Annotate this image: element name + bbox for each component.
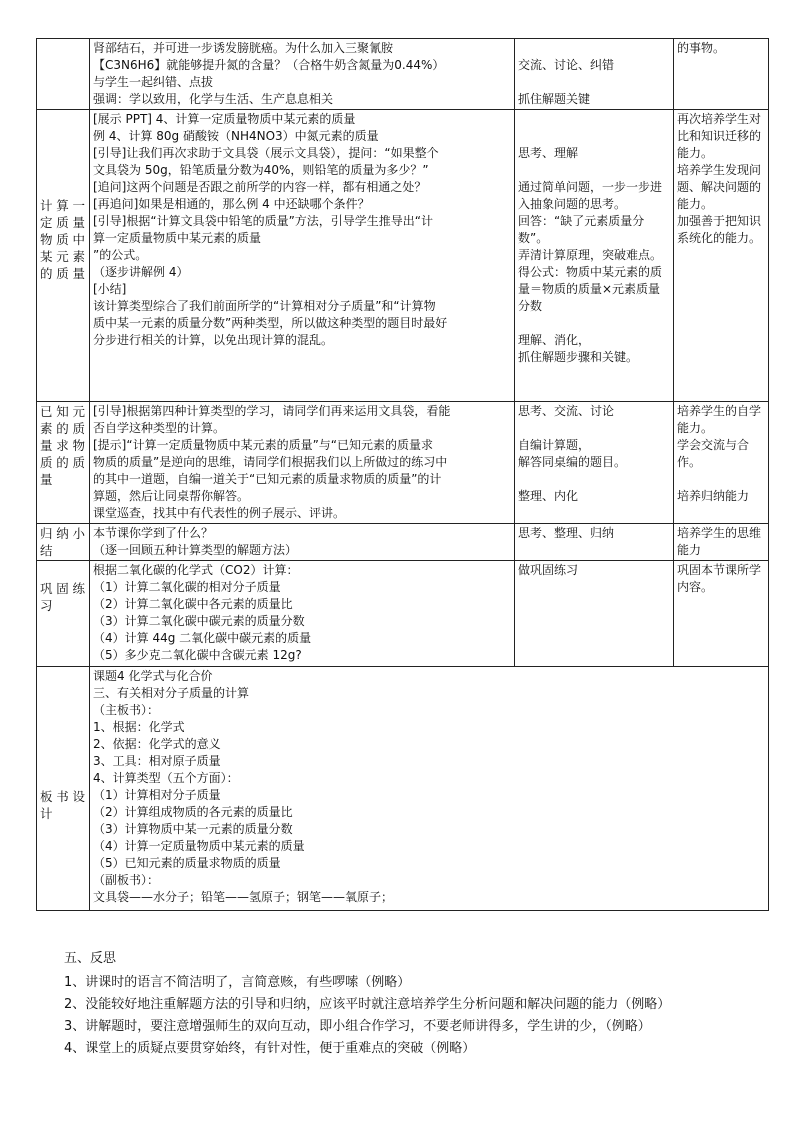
text-line: [提示]“计算一定质量物质中某元素的质量”与“已知元素的质量求	[93, 438, 434, 452]
design-purpose-cell	[674, 561, 769, 667]
category-label: 已知元素的质量求物质的质量	[40, 404, 86, 487]
text-line: 物质的质量”是逆向的思维，请同学们根据我们以上所做过的练习中	[93, 455, 448, 469]
text-line: 通过简单问题，一步一步进入抽象问题的思考。	[518, 180, 663, 211]
design-purpose-cell	[674, 39, 769, 110]
text-line: （3）计算物质中某一元素的质量分数	[93, 822, 293, 836]
text-line: 整理、内化	[518, 489, 579, 503]
text-line: 培养归纳能力	[677, 489, 750, 503]
text-line: 算题，然后让同桌帮你解答。	[93, 489, 250, 503]
text-line: （逐步讲解例 4）	[93, 265, 189, 279]
category-cell	[37, 561, 90, 667]
text-line: （4）计算一定质量物质中某元素的质量	[93, 839, 305, 853]
text-line: 的事物。	[677, 41, 726, 55]
student-activity-cell	[515, 524, 674, 561]
text-line: 的其中一道题，自编一道关于“已知元素的质量求物质的质量”的计	[93, 472, 442, 486]
student-activity-cell	[515, 561, 674, 667]
text-line: 质中某一元素的质量分数”两种类型，所以做这种类型的题目时最好	[93, 316, 448, 330]
teacher-activity-cell	[90, 561, 515, 667]
text-line: [引导]根据第四种计算类型的学习，请同学们再来运用文具袋，看能	[93, 404, 451, 418]
student-activity-cell	[515, 110, 674, 402]
table-row	[37, 39, 769, 110]
category-label: 计算一定质量物质中某元素的质量	[40, 198, 86, 281]
text-line: 本节课你学到了什么？	[93, 526, 214, 540]
text-line: 培养学生发现问题、解决问题的能力。	[677, 163, 762, 211]
text-line: （1）计算二氧化碳的相对分子质量	[93, 580, 281, 594]
text-line: 1、根据：化学式	[93, 720, 185, 734]
text-line: 文具袋——水分子；铅笔——氢原子；钢笔——氧原子；	[93, 890, 394, 904]
design-purpose-cell	[674, 524, 769, 561]
text-line: 3、工具：相对原子质量	[93, 754, 221, 768]
text-line: 该计算类型综合了我们前面所学的“计算相对分子质量”和“计算物	[93, 299, 436, 313]
text-line: 根据二氧化碳的化学式（CO2）计算：	[93, 563, 299, 577]
text-line: 弄清计算原理，突破难点。	[518, 248, 663, 262]
text-line: 回答：“缺了元素质量分数”。	[518, 214, 645, 245]
teacher-activity-cell	[90, 110, 515, 402]
lesson-plan-table	[36, 38, 769, 911]
text-line: [小结]	[93, 282, 127, 296]
text-line: 例 4、计算 80g 硝酸铵（NH4NO3）中氮元素的质量	[93, 129, 379, 143]
text-line: 分步进行相关的计算，以免出现计算的混乱。	[93, 333, 334, 347]
text-line: （2）计算组成物质的各元素的质量比	[93, 805, 293, 819]
teacher-activity-cell	[90, 402, 515, 524]
text-line: 【C3N6H6】就能够提升氮的含量？（合格牛奶含氮量为0.44%）	[93, 58, 445, 72]
category-cell	[37, 402, 90, 524]
reflection-item: 2、没能较好地注重解题方法的引导和归纳，应该平时就注意培养学生分析问题和解决问题的能力（例略）	[64, 997, 671, 1012]
text-line: 4、计算类型（五个方面）：	[93, 771, 239, 785]
text-line: （3）计算二氧化碳中碳元素的质量分数	[93, 614, 305, 628]
text-line: 课题4 化学式与化合价	[93, 669, 213, 683]
text-line: [引导]让我们再次求助于文具袋（展示文具袋），提问：“如果整个	[93, 146, 439, 160]
text-line: （5）已知元素的质量求物质的质量	[93, 856, 281, 870]
reflection-item: 4、课堂上的质疑点要贯穿始终，有针对性，便于重难点的突破（例略）	[64, 1041, 476, 1056]
text-line: 加强善于把知识系统化的能力。	[677, 214, 762, 245]
text-line: （副板书）：	[93, 873, 160, 887]
text-line: 思考、交流、讨论	[518, 404, 615, 418]
table-row	[37, 524, 769, 561]
text-line: 学会交流与合作。	[677, 438, 750, 469]
text-line: 抓住解题步骤和关键。	[518, 350, 639, 364]
design-purpose-cell	[674, 402, 769, 524]
category-cell	[37, 39, 90, 110]
category-cell	[37, 524, 90, 561]
table-row	[37, 110, 769, 402]
student-activity-cell	[515, 39, 674, 110]
text-line: 解答同桌编的题目。	[518, 455, 627, 469]
category-label: 板书设计	[40, 789, 86, 821]
category-cell	[37, 667, 90, 911]
reflection-section	[64, 948, 764, 1060]
text-line: 文具袋为 50g，铅笔质量分数为40%，则铅笔的质量为多少？”	[93, 163, 429, 177]
category-cell	[37, 110, 90, 402]
text-line: [展示 PPT] 4、计算一定质量物质中某元素的质量	[93, 112, 356, 126]
text-line: 与学生一起纠错、点拔	[93, 75, 214, 89]
text-line: 思考、整理、归纳	[518, 526, 615, 540]
text-line: 理解、消化，	[518, 333, 591, 347]
table-row	[37, 667, 769, 911]
text-line: （2）计算二氧化碳中各元素的质量比	[93, 597, 293, 611]
text-line: 得公式：物质中某元素的质量＝物质的质量×元素质量分数	[518, 265, 663, 313]
design-purpose-cell	[674, 110, 769, 402]
table-row	[37, 402, 769, 524]
teacher-activity-cell	[90, 39, 515, 110]
text-line: 强调：学以致用，化学与生活、生产息息相关	[93, 92, 334, 106]
category-label: 巩固练习	[40, 581, 86, 613]
text-line: 思考、理解	[518, 146, 579, 160]
text-line: 培养学生的思维能力	[677, 526, 762, 557]
category-label: 归纳小结	[40, 526, 86, 558]
text-line: ”的公式。	[93, 248, 148, 262]
text-line: （逐一回顾五种计算类型的解题方法）	[93, 543, 298, 557]
text-line: [追问]这两个问题是否跟之前所学的内容一样，都有相通之处？	[93, 180, 427, 194]
text-line: 交流、讨论、纠错	[518, 58, 615, 72]
table-row	[37, 561, 769, 667]
text-line: [引导]根据“计算文具袋中铅笔的质量”方法，引导学生推导出“计	[93, 214, 434, 228]
text-line: （1）计算相对分子质量	[93, 788, 221, 802]
text-line: 2、依据：化学式的意义	[93, 737, 221, 751]
text-line: 做巩固练习	[518, 563, 579, 577]
reflection-heading: 五、反思	[64, 951, 117, 966]
text-line: 三、有关相对分子质量的计算	[93, 686, 250, 700]
text-line: 课堂巡查，找其中有代表性的例子展示、评讲。	[93, 506, 346, 520]
text-line: 再次培养学生对比和知识迁移的能力。	[677, 112, 762, 160]
text-line: 自编计算题，	[518, 438, 591, 452]
text-line: （5）多少克二氧化碳中含碳元素 12g?	[93, 648, 302, 662]
reflection-item: 3、讲解题时，要注意增强师生的双向互动，即小组合作学习，不要老师讲得多，学生讲的少，（例略）	[64, 1019, 651, 1034]
board-design-cell	[90, 667, 769, 911]
student-activity-cell	[515, 402, 674, 524]
text-line: 算一定质量物质中某元素的质量	[93, 231, 262, 245]
text-line: 抓住解题关键	[518, 92, 591, 106]
text-line: 否自学这种类型的计算。	[93, 421, 226, 435]
text-line: 培养学生的自学能力。	[677, 404, 762, 435]
text-line: 肾部结石，并可进一步诱发膀胱癌。为什么加入三聚氰胺	[93, 41, 394, 55]
text-line: （主板书）：	[93, 703, 160, 717]
text-line: [再追问]如果是相通的，那么例 4 中还缺哪个条件？	[93, 197, 370, 211]
reflection-item: 1、讲课时的语言不简洁明了，言简意赅，有些啰嗦（例略）	[64, 975, 411, 990]
teacher-activity-cell	[90, 524, 515, 561]
text-line: 巩固本节课所学内容。	[677, 563, 762, 594]
text-line: （4）计算 44g 二氧化碳中碳元素的质量	[93, 631, 312, 645]
